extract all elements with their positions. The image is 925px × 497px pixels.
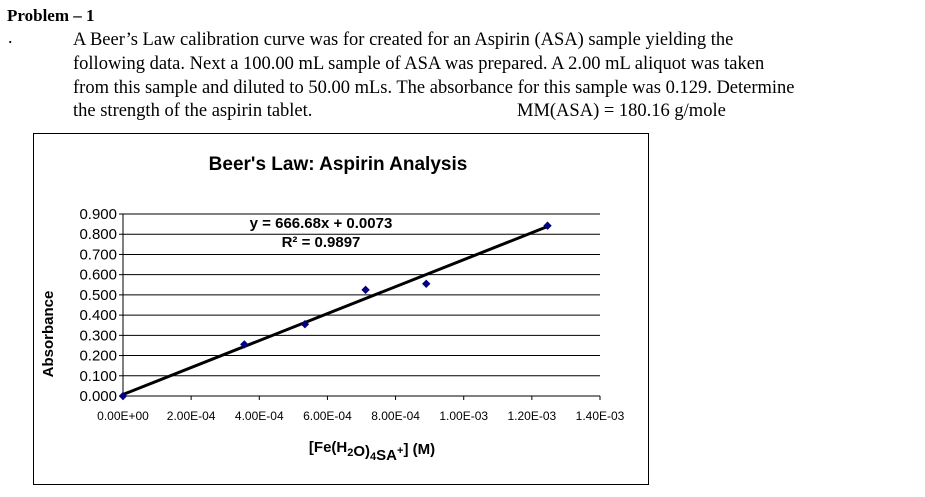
y-tick-labels bbox=[79, 206, 117, 405]
y-tick-label: 0.500 bbox=[79, 286, 117, 304]
x-tick-label: 1.40E-03 bbox=[575, 409, 625, 423]
y-tick-label: 0.000 bbox=[79, 388, 117, 405]
bullet-marker: . bbox=[8, 27, 13, 47]
data-point bbox=[422, 280, 430, 288]
gridlines bbox=[123, 214, 600, 376]
x-axis-label: $[Fe(H_2O)_4SA^+]$ (M) bbox=[308, 439, 436, 464]
chart-frame bbox=[33, 133, 649, 485]
r-squared: R² = 0.9897 bbox=[281, 234, 361, 251]
x-tick-label: 0.00E+00 bbox=[97, 409, 149, 423]
problem-text-line-2: following data. Next a 100.00 mL sample of ASA was prepared. A 2.00 mL aliquot was taken bbox=[73, 54, 765, 74]
x-tick-label: 1.00E-03 bbox=[439, 409, 489, 423]
y-tick-label: 0.800 bbox=[79, 226, 117, 244]
x-tick-label: 4.00E-04 bbox=[234, 409, 284, 423]
trendline bbox=[123, 227, 548, 395]
problem-text-line-4: the strength of the aspirin tablet. bbox=[73, 101, 313, 121]
chart-title: Beer's Law: Aspirin Analysis bbox=[208, 154, 468, 175]
y-tick-label: 0.600 bbox=[79, 266, 117, 284]
problem-text-line-1: A Beer’s Law calibration curve was for created for an Aspirin (ASA) sample yielding the bbox=[73, 30, 734, 50]
data-point bbox=[361, 286, 369, 294]
problem-text-line-3: from this sample and diluted to 50.00 mLs. The absorbance for this sample was 0.129. Determine bbox=[73, 78, 795, 98]
problem-title: Problem – 1 bbox=[7, 6, 95, 25]
y-tick-label: 0.300 bbox=[79, 327, 117, 345]
x-tick-labels bbox=[97, 409, 625, 423]
x-tick-label: 2.00E-04 bbox=[166, 409, 216, 423]
y-tick-label: 0.200 bbox=[79, 347, 117, 365]
y-tick-label: 0.400 bbox=[79, 307, 117, 325]
y-tick-label: 0.900 bbox=[79, 206, 117, 223]
y-tick-label: 0.700 bbox=[79, 246, 117, 264]
y-axis-label: Absorbance bbox=[40, 290, 57, 378]
x-tick-label: 6.00E-04 bbox=[303, 409, 352, 423]
chart-svg bbox=[34, 134, 650, 486]
x-tick-label: 1.20E-03 bbox=[507, 409, 557, 423]
molar-mass-text: MM(ASA) = 180.16 g/mole bbox=[517, 101, 726, 121]
x-tick-label: 8.00E-04 bbox=[371, 409, 420, 423]
y-tick-label: 0.100 bbox=[79, 367, 117, 385]
trendline-equation: y = 666.68x + 0.0073 bbox=[249, 215, 393, 232]
